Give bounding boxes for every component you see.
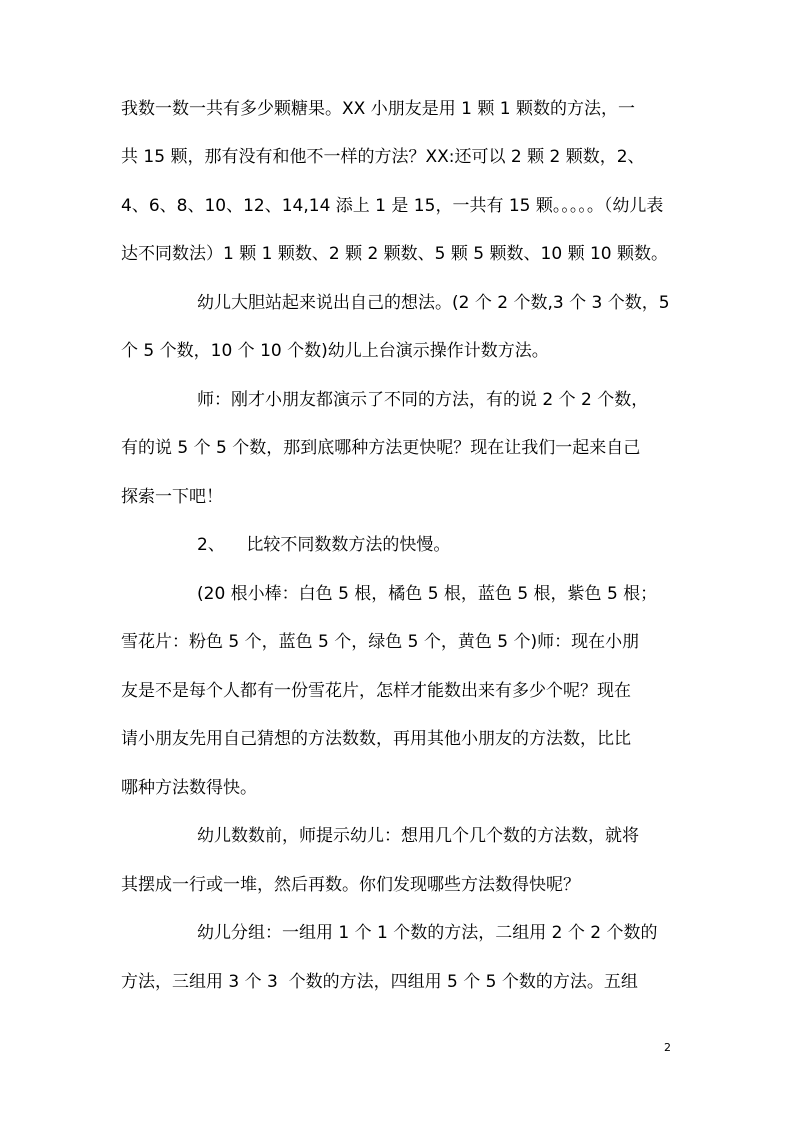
text-line: 师：刚才小朋友都演示了不同的方法，有的说 2 个 2 个数，	[197, 390, 649, 410]
text-line: 探索一下吧！	[121, 487, 223, 507]
text-line: 达不同数法）1 颗 1 颗数、2 颗 2 颗数、5 颗 5 颗数、10 颗 10 颗数。	[121, 244, 669, 264]
text-line: 幼儿分组：一组用 1 个 1 个数的方法，二组用 2 个 2 个数的	[197, 923, 658, 943]
text-line: 友是不是每个人都有一份雪花片，怎样才能数出来有多少个呢？现在	[121, 681, 631, 701]
text-line: 4、6、8、10、12、14,14 添上 1 是 15，一共有 15 颗。。。。。（幼儿表	[121, 196, 664, 216]
text-line: 个 5 个数，10 个 10 个数)幼儿上台演示操作计数方法。	[121, 341, 549, 361]
text-line: 有的说 5 个 5 个数，那到底哪种方法更快呢？现在让我们一起来自己	[121, 438, 641, 458]
text-line: 哪种方法数得快。	[121, 778, 257, 798]
text-line: 雪花片：粉色 5 个，蓝色 5 个，绿色 5 个，黄色 5 个)师：现在小朋	[121, 632, 640, 652]
text-line: 请小朋友先用自己猜想的方法数数，再用其他小朋友的方法数，比比	[121, 729, 631, 749]
text-line: 幼儿大胆站起来说出自己的想法。(2 个 2 个数,3 个 3 个数，5	[197, 293, 670, 313]
text-line: 其摆成一行或一堆，然后再数。你们发现哪些方法数得快呢？	[121, 875, 580, 895]
text-line: 我数一数一共有多少颗糖果。XX 小朋友是用 1 颗 1 颗数的方法，一	[121, 99, 635, 119]
page-number: 2	[664, 1041, 671, 1054]
section-heading: 2、 比较不同数数方法的快慢。	[197, 535, 451, 555]
text-line: 方法，三组用 3 个 3 个数的方法，四组用 5 个 5 个数的方法。五组	[121, 972, 638, 992]
text-line: 共 15 颗，那有没有和他不一样的方法？XX:还可以 2 颗 2 颗数，2、	[121, 147, 645, 167]
text-line: 幼儿数数前，师提示幼儿：想用几个几个数的方法数，就将	[197, 826, 639, 846]
text-line: (20 根小棒：白色 5 根，橘色 5 根，蓝色 5 根，紫色 5 根；	[197, 584, 658, 604]
